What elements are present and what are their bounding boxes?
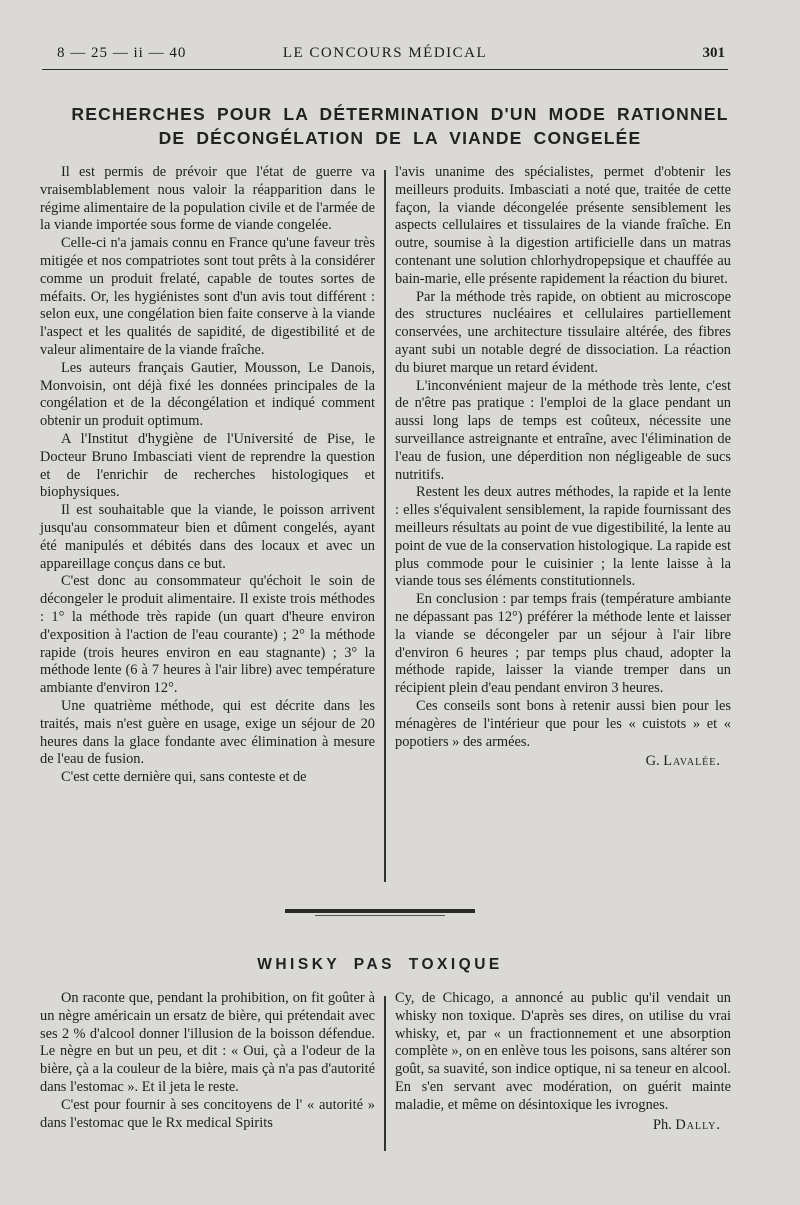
journal-title: LE CONCOURS MÉDICAL: [282, 45, 488, 61]
running-header: [45, 42, 725, 68]
paragraph: l'avis unanime des spécialistes, permet d'obtenir les meilleurs produits. Imbasciati a noté que, traitée de cette façon, la viande décongelée présente sensiblement les aspects cellulaires et tissulaires de la viande fraîche. En outre, soumise à la digestion artificielle dans un matras contenant une solution chlorhydropepsique et chauffée au bain-marie, elle présente rapidement la réaction du biuret.: [395, 164, 731, 287]
author-signature: [395, 753, 731, 771]
signature-initial: Ph.: [652, 1116, 672, 1133]
signature-name: Lavalée.: [663, 753, 721, 770]
paragraph: Cy, de Chicago, a annoncé au public qu'il vendait un whisky non toxique. D'après ses dires, on utilise du vrai whisky, et, par « un fractionnement et une absorption complète », on en enlève tous les poisons, sans altérer son goût, sa suavité, son indice optique, ni sa teneur en alcool. En s'en servant avec modération, on guérit mainte maladie, et même on désintoxique les ivrognes.: [395, 990, 731, 1113]
section-separator: [285, 909, 475, 913]
paragraph: C'est pour fournir à ses concitoyens de l' « autorité » dans l'estomac que le Rx medical Spirits: [40, 1096, 375, 1131]
author-signature: [395, 1117, 731, 1135]
paragraph: L'inconvénient majeur de la méthode très lente, c'est de n'être pas pratique : l'emploi de la glace pendant un aussi long laps de temps est coûteux, nécessite une surveillance astreignante et entraîne, avec l'élimination de l'eau de fusion, une déperdition non négligeable de sucs nutritifs.: [395, 377, 731, 483]
paragraph: C'est cette dernière qui, sans conteste et de: [61, 769, 307, 786]
paragraph: Ces conseils sont bons à retenir aussi bien pour les ménagères de l'intérieur que pour les « cuistots » et « popotiers » des armées.: [395, 697, 731, 750]
paragraph: C'est donc au consommateur qu'échoit le soin de décongeler le produit alimentaire. Il existe trois méthodes : 1° la méthode très rapide (un quart d'heure environ d'exposition à l'action de l'eau courante) ; 2° la méthode rapide (trois heures environ en eau stagnante) ; 3° la méthode lente (6 à 7 heures à l'air libre) avec température ambiante d'environ 12°.: [40, 573, 375, 697]
article-title-line-1: RECHERCHES POUR LA DÉTERMINATION D'UN MODE RATIONNEL: [71, 104, 729, 124]
paragraph: Les auteurs français Gautier, Mousson, Le Danois, Monvoisin, ont déjà fixé les données principales de la congélation et de la décongélation et indiqué comment obtenir un produit optimum.: [40, 359, 375, 430]
paragraph: A l'Institut d'hygiène de l'Université de Pise, le Docteur Bruno Imbasciati vient de reprendre la question et de l'enrichir de recherches histologiques et biophysiques.: [40, 430, 375, 501]
paragraph: Celle-ci n'a jamais connu en France qu'une faveur très mitigée et nos compatriotes sont tout prêts à la considérer comme un produit frelaté, capable de toutes sortes de méfaits. Or, les hygiénistes sont d'un avis tout différent : selon eux, une congélation bien faite conserve à la viande l'aspect et les qualités de sapidité, de digestibilité et de valeur alimentaire de la viande fraîche.: [40, 235, 375, 358]
column-divider: [384, 996, 386, 1151]
issue-date: 8 — 25 — ii — 40: [57, 45, 187, 61]
signature-initial: G.: [645, 753, 660, 770]
article2-column-left: [40, 990, 375, 1132]
page-number: 301: [702, 45, 725, 61]
article-title-line-2: DE DÉCONGÉLATION DE LA VIANDE CONGELÉE: [158, 128, 642, 148]
article1-column-left: [40, 164, 375, 787]
signature-name: Dally.: [675, 1116, 721, 1133]
paragraph: En conclusion : par temps frais (température ambiante ne dépassant pas 12°) préférer la méthode lente et laisser la viande se décongeler par un séjour à l'air libre d'environ 6 heures ; par temps plus chaud, adopter la méthode rapide, laisser la viande tremper dans un récipient plein d'eau pendant environ 3 heures.: [395, 591, 731, 697]
paragraph: Il est permis de prévoir que l'état de guerre va vraisemblablement nous valoir la réapparition dans le régime alimentaire de la population civile et de l'armée de la viande importée sous forme de viande congelée.: [40, 164, 375, 234]
section-separator-thin: [315, 915, 445, 916]
paragraph: Il est souhaitable que la viande, le poisson arrivent jusqu'au consommateur bien et dûment congelés, ayant été manipulés et débités dans des locaux et avec un appareillage conçus dans ce but.: [40, 502, 375, 572]
paragraph: Par la méthode très rapide, on obtient au microscope des structures nucléaires et cellulaires partiellement conservées, une architecture tissulaire altérée, des fibres ayant subi un notable degré de dissociation. La réaction du biuret marque un retard évident.: [395, 288, 731, 376]
paragraph: Une quatrième méthode, qui est décrite dans les traités, mais n'est guère en usage, exige un séjour de 20 heures dans la glace fondante avec élimination à mesure de l'eau de fusion.: [40, 697, 375, 768]
paragraph: Restent les deux autres méthodes, la rapide et la lente : elles s'équivalent sensiblement, la rapide fournissant des meilleurs résultats au point de vue digestibilité, la lente au point de vue de la conservation histologique. La rapide est plus commode pour le cuisinier ; la lente laisse à la viande tous ses éléments constitutionnels.: [395, 484, 731, 590]
column-divider: [384, 170, 386, 882]
article1-column-right: [395, 164, 731, 771]
article2-column-right: [395, 990, 731, 1134]
paragraph: On raconte que, pendant la prohibition, on fit goûter à un nègre américain un ersatz de bière, qui prétendait avec ses 2 % d'alcool donner l'illusion de la boisson défendue. Le nègre en but un peu, et dit : « Oui, çà a l'odeur de la bière, çà a la couleur de la bière, mais çà n'a pas d'autorité dans l'estomac ». Et il jeta le reste.: [40, 990, 375, 1095]
article2-title: WHISKY PAS TOXIQUE: [257, 956, 503, 973]
header-rule: [42, 69, 728, 70]
